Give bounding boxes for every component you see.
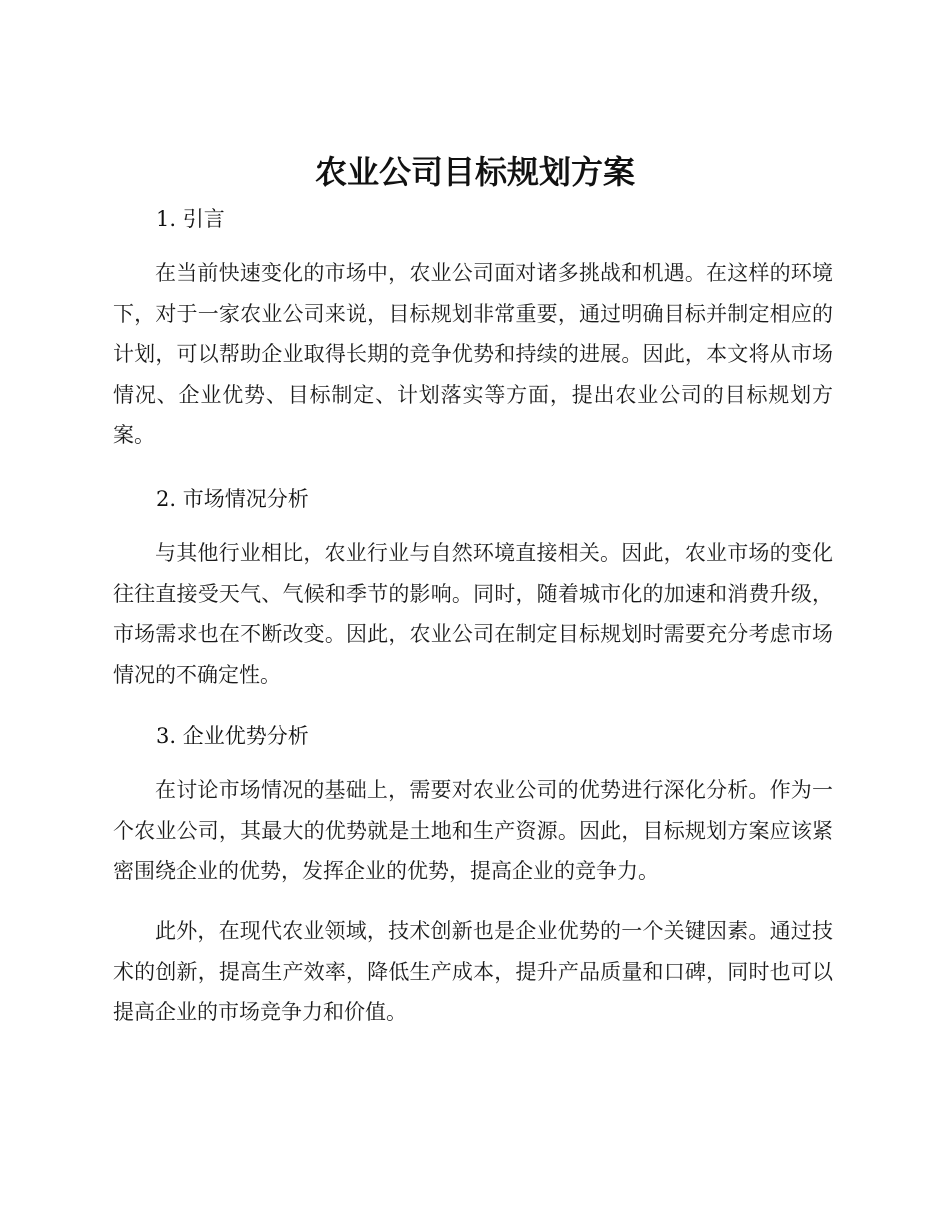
- paragraph-market-analysis: 与其他行业相比，农业行业与自然环境直接相关。因此，农业市场的变化往往直接受天气、气候和季节的影响。同时，随着城市化的加速和消费升级，市场需求也在不断改变。因此，农业公司在制定目标规划时需要充分考虑市场情况的不确定性。: [113, 541, 833, 687]
- section-heading-advantage-analysis: 3. 企业优势分析: [156, 724, 309, 748]
- paragraph-advantage-analysis-1: 在讨论市场情况的基础上，需要对农业公司的优势进行深化分析。作为一个农业公司，其最大的优势就是土地和生产资源。因此，目标规划方案应该紧密围绕企业的优势，发挥企业的优势，提高企业的竞争力。: [113, 778, 833, 883]
- section-heading-introduction: 1. 引言: [156, 207, 225, 231]
- paragraph-introduction: 在当前快速变化的市场中，农业公司面对诸多挑战和机遇。在这样的环境下，对于一家农业公司来说，目标规划非常重要，通过明确目标并制定相应的计划，可以帮助企业取得长期的竞争优势和持续的进展。因此，本文将从市场情况、企业优势、目标制定、计划落实等方面，提出农业公司的目标规划方案。: [113, 261, 833, 447]
- section-heading-market-analysis: 2. 市场情况分析: [156, 487, 309, 511]
- document-title: 农业公司目标规划方案: [314, 153, 635, 191]
- paragraph-advantage-analysis-2: 此外，在现代农业领域，技术创新也是企业优势的一个关键因素。通过技术的创新，提高生产效率，降低生产成本，提升产品质量和口碑，同时也可以提高企业的市场竞争力和价值。: [113, 919, 833, 1024]
